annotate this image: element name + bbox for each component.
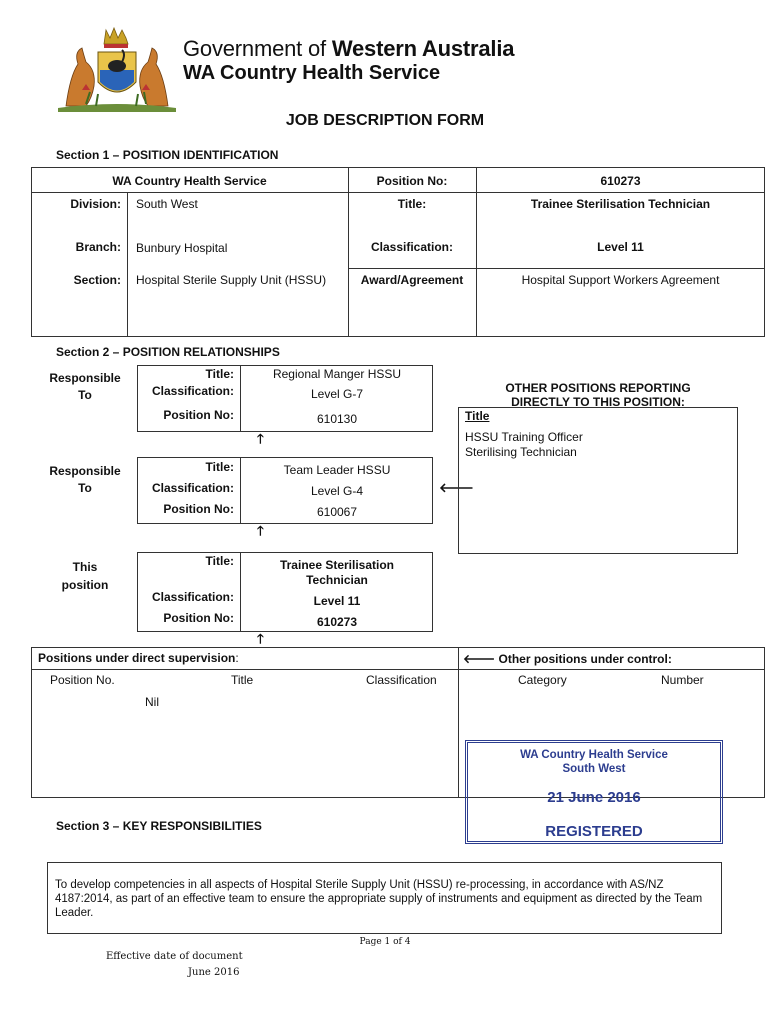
- other-title-label: Title: [465, 409, 490, 423]
- box3-pos-value: 610273: [316, 615, 358, 629]
- award-label: Award/Agreement: [360, 273, 464, 287]
- division-label: Division:: [70, 197, 121, 211]
- supervision-label: Positions under direct supervision: [38, 651, 236, 665]
- branch-label: Branch:: [75, 240, 121, 254]
- supervision-heading: [38, 651, 239, 665]
- stamp-date: 21 June 2016: [547, 789, 641, 806]
- stamp-line1: WA Country Health Service: [520, 749, 668, 761]
- box1-pos-label: Position No:: [163, 408, 234, 422]
- stamp-status: REGISTERED: [545, 823, 643, 840]
- box1-title-value: Regional Manger HSSU: [272, 367, 402, 381]
- sup-col-classification: Classification: [366, 673, 437, 687]
- supervision-colon: :: [235, 651, 239, 665]
- division-value: South West: [136, 197, 198, 211]
- arrow-left-icon: 🡐: [439, 480, 474, 495]
- box3-title-label: Title:: [205, 554, 234, 568]
- other-control-heading: 🡐 Other positions under control:: [463, 652, 672, 666]
- box2-class-value: Level G-4: [310, 484, 364, 498]
- arrow-up-icon: 🡑: [257, 523, 264, 538]
- box2-pos-value: 610067: [316, 505, 358, 519]
- other-position-item: Sterilising Technician: [465, 445, 577, 459]
- key-responsibilities-text: To develop competencies in all aspects of Hospital Sterile Supply Unit (HSSU) re-processing, in accordance with AS/NZ 4187:2014, as part of an effective team to ensure the appropriate supply of instruments and equipment as directed by the Team Leader.: [55, 879, 703, 919]
- sup-col-position: Position No.: [50, 673, 115, 687]
- title-label: Title:: [397, 197, 427, 211]
- other-position-item: HSSU Training Officer: [465, 430, 583, 444]
- box3-class-value: Level 11: [313, 594, 361, 608]
- health-service-heading: WA Country Health Service: [183, 62, 441, 84]
- form-title: JOB DESCRIPTION FORM: [285, 112, 485, 129]
- award-value: Hospital Support Workers Agreement: [521, 273, 720, 287]
- box1-class-value: Level G-7: [310, 387, 364, 401]
- arrow-up-icon: 🡑: [257, 631, 264, 646]
- box2-pos-label: Position No:: [163, 502, 234, 516]
- classification-label: Classification:: [370, 240, 454, 254]
- responsible-to-label-1: Responsible To: [49, 371, 121, 402]
- box3-class-label: Classification:: [151, 590, 234, 604]
- stamp-line2: South West: [562, 763, 626, 775]
- section1-heading: Section 1 – POSITION IDENTIFICATION: [56, 148, 279, 162]
- org-name: WA Country Health Service: [112, 174, 267, 188]
- arrow-up-icon: 🡑: [257, 431, 264, 446]
- box1-title-label: Title:: [205, 367, 234, 381]
- box2-title-label: Title:: [205, 460, 234, 474]
- position-no-label: Position No:: [376, 174, 448, 188]
- section-label: Section:: [73, 273, 121, 287]
- sup-col-title: Title: [231, 673, 254, 687]
- wa-coat-of-arms-icon: [56, 26, 178, 112]
- position-no-value: 610273: [600, 174, 641, 188]
- ctrl-col-number: Number: [661, 673, 704, 687]
- ctrl-col-category: Category: [518, 673, 567, 687]
- section2-heading: Section 2 – POSITION RELATIONSHIPS: [56, 345, 280, 359]
- sup-nil: Nil: [145, 695, 159, 709]
- effective-date-value: June 2016: [188, 967, 240, 978]
- section3-heading: Section 3 – KEY RESPONSIBILITIES: [56, 819, 262, 833]
- this-position-label: This position: [61, 560, 109, 592]
- box3-title-value: Trainee Sterilisation Technician: [279, 558, 395, 587]
- other-positions-heading: OTHER POSITIONS REPORTING DIRECTLY TO THIS POSITION:: [505, 381, 691, 409]
- box1-class-label: Classification:: [151, 384, 234, 398]
- branch-value: Bunbury Hospital: [136, 241, 228, 255]
- box2-class-label: Classification:: [151, 481, 234, 495]
- responsible-to-label-2: Responsible To: [49, 464, 121, 495]
- effective-date-label: Effective date of document: [106, 951, 243, 962]
- page-number: Page 1 of 4: [359, 937, 411, 947]
- box3-pos-label: Position No:: [163, 611, 234, 625]
- section-value: Hospital Sterile Supply Unit (HSSU): [136, 273, 327, 287]
- box2-title-value: Team Leader HSSU: [283, 463, 391, 477]
- classification-value: Level 11: [597, 240, 644, 254]
- government-heading: [183, 36, 514, 62]
- gov-heading-prefix: Government of: [183, 36, 332, 61]
- gov-heading-state: Western Australia: [331, 36, 515, 61]
- title-value: Trainee Sterilisation Technician: [530, 197, 711, 211]
- registered-stamp: [465, 740, 723, 844]
- box1-pos-value: 610130: [316, 412, 358, 426]
